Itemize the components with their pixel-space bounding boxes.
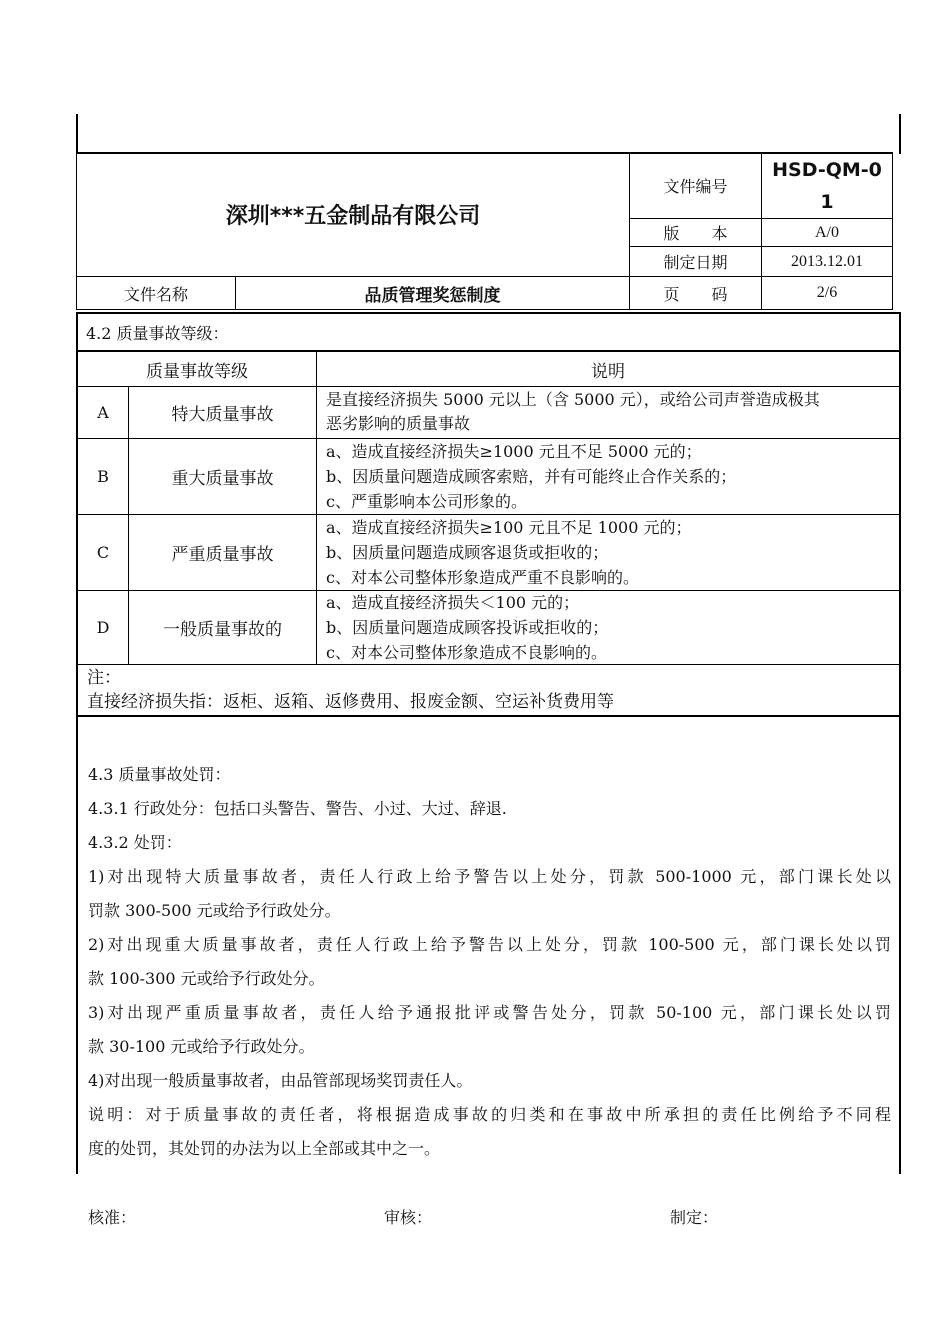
doc-no-value — [762, 153, 892, 218]
penalty-2-line1: 2)对出现重大质量事故者，责任人行政上给予警告以上处分，罚款 100-500 元，部门课长处以罚 — [88, 935, 891, 954]
date-value: 2013.12.01 — [791, 252, 863, 270]
date-label: 制定日期 — [663, 253, 728, 272]
company-name: 深圳***五金制品有限公司 — [225, 204, 481, 229]
approve-label: 核准： — [88, 1208, 137, 1227]
version-label: 版 本 — [663, 224, 728, 243]
frame-left-top — [76, 114, 78, 154]
row-d-name: 一般质量事故的 — [163, 620, 282, 640]
row-c-desc: a、造成直接经济损失≥100 元且不足 1000 元的； b、因质量问题造成顾客退货或拒收的； c、对本公司整体形象造成严重不良影响的。 — [326, 518, 692, 587]
frame-right-top — [899, 114, 901, 154]
row-c-code: C — [96, 543, 110, 562]
penalty-heading: 4.3.2 处罚： — [88, 833, 182, 852]
doc-name-value: 品质管理奖惩制度 — [364, 285, 501, 306]
grade-header: 质量事故等级 — [146, 361, 248, 382]
doc-name-label: 文件名称 — [123, 284, 188, 304]
row-d-desc: a、造成直接经济损失＜100 元的； b、因质量问题造成顾客投诉或拒收的； c、对本公司整体形象造成不良影响的。 — [326, 593, 609, 662]
row-a-desc: 是直接经济损失 5000 元以上（含 5000 元），或给公司声誉造成极其 恶劣影响的质量事故 — [326, 390, 820, 433]
section-title-4-2: 4.2 质量事故等级： — [86, 324, 229, 343]
doc-no-label: 文件编号 — [663, 177, 728, 196]
punishment-text — [88, 758, 891, 1166]
row-b-desc: a、造成直接经济损失≥1000 元且不足 5000 元的； b、因质量问题造成顾客索赔，并有可能终止合作关系的； c、严重影响本公司形象的。 — [326, 442, 737, 511]
penalty-3-line1: 3)对出现严重质量事故者，责任人给予通报批评或警告处分，罚款 50-100 元，部门课长处以罚 — [88, 1003, 891, 1022]
penalty-1-line2: 罚款 300-500 元或给予行政处分。 — [88, 901, 341, 920]
penalty-4: 4)对出现一般质量事故者，由品管部现场奖罚责任人。 — [88, 1071, 473, 1090]
review-label: 审核： — [384, 1208, 433, 1227]
admin-penalty: 4.3.1 行政处分：包括口头警告、警告、小过、大过、辞退. — [88, 799, 507, 818]
penalty-3-line2: 款 30-100 元或给予行政处分。 — [88, 1037, 315, 1056]
row-c-name: 严重质量事故 — [171, 545, 274, 565]
explanation-line1: 说明：对于质量事故的责任者，将根据造成事故的归类和在事故中所承担的责任比例给予不同程 — [88, 1105, 891, 1124]
note-block — [87, 666, 887, 714]
doc-no-line2: 1 — [820, 190, 834, 213]
section-title-4-3: 4.3 质量事故处罚： — [88, 765, 231, 784]
page-label: 页 码 — [663, 284, 728, 304]
version-value: A/0 — [815, 223, 839, 241]
penalty-2-line2: 款 100-300 元或给予行政处分。 — [88, 969, 325, 988]
row-a-code: A — [97, 403, 109, 422]
penalty-1-line1: 1)对出现特大质量事故者，责任人行政上给予警告以上处分，罚款 500-1000 元，部门课长处以 — [88, 867, 891, 886]
page-value: 2/6 — [816, 284, 838, 301]
prepare-label: 制定： — [670, 1208, 719, 1227]
note-text: 直接经济损失指：返柜、返箱、返修费用、报废金额、空运补货费用等 — [87, 692, 614, 712]
note-title: 注： — [87, 668, 121, 688]
row-b-code: B — [97, 467, 109, 486]
explanation-line2: 度的处罚，其处罚的办法为以上全部或其中之一。 — [88, 1139, 441, 1158]
row-a-name: 特大质量事故 — [171, 405, 274, 425]
row-d-code: D — [96, 618, 110, 637]
row-b-name: 重大质量事故 — [171, 469, 274, 489]
doc-no-line1: HSD-QM-0 — [772, 158, 882, 181]
desc-header: 说明 — [591, 361, 625, 382]
